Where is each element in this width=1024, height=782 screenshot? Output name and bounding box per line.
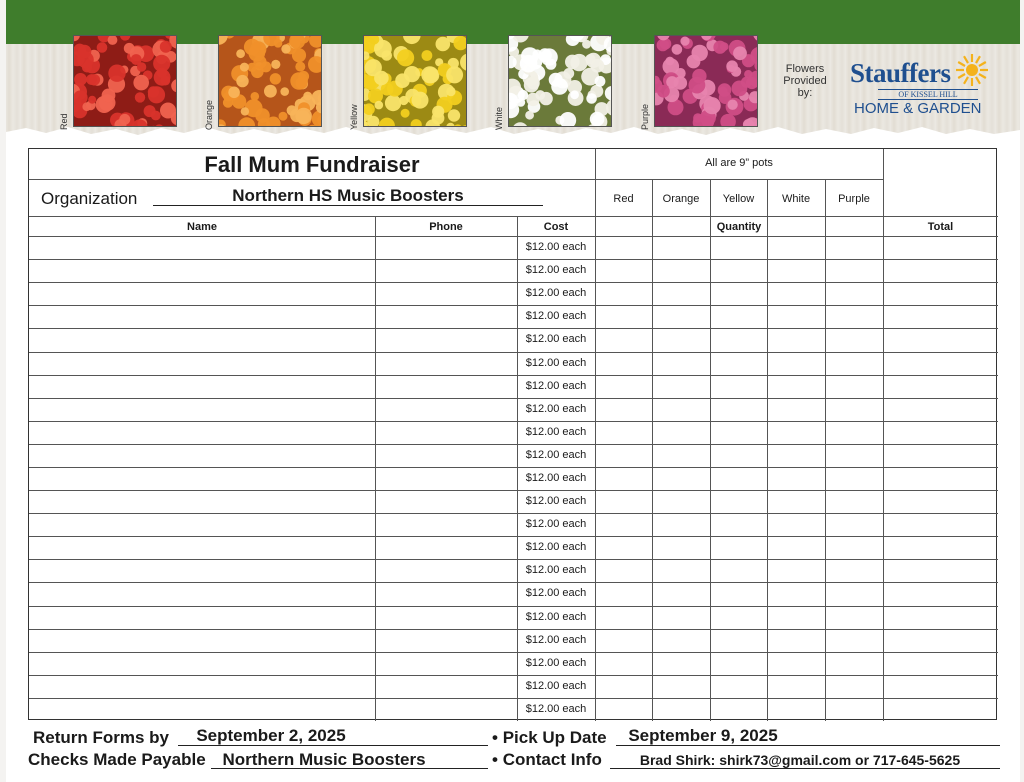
grid-vline xyxy=(710,216,711,721)
table-row-divider xyxy=(29,282,998,283)
row-cost: $12.00 each xyxy=(525,587,587,600)
row-cost: $12.00 each xyxy=(525,310,587,323)
header-cost: Cost xyxy=(543,221,569,233)
qty-head-red: Red xyxy=(613,193,634,205)
qty-head-purple: Purple xyxy=(838,193,870,205)
row-cost: $12.00 each xyxy=(525,679,587,692)
logo-tagline: HOME & GARDEN xyxy=(854,100,982,117)
table-row-divider xyxy=(29,675,998,676)
table-row-divider xyxy=(29,421,998,422)
flowers-provided-by: Flowers Provided by: xyxy=(783,63,827,99)
grid-hline xyxy=(29,216,998,217)
flower-photo-orange xyxy=(218,35,322,127)
flower-label-white: White xyxy=(494,106,504,130)
pots-note: All are 9” pots xyxy=(705,157,773,169)
grid-vline xyxy=(595,149,596,721)
table-row-divider xyxy=(29,582,998,583)
row-cost: $12.00 each xyxy=(525,518,587,531)
order-form-table xyxy=(28,148,997,720)
table-row-divider xyxy=(29,259,998,260)
return-forms-label: Return Forms by xyxy=(33,728,170,747)
row-cost: $12.00 each xyxy=(525,402,587,415)
table-row-divider xyxy=(29,606,998,607)
row-cost: $12.00 each xyxy=(525,425,587,438)
row-cost: $12.00 each xyxy=(525,564,587,577)
table-row-divider xyxy=(29,444,998,445)
row-cost: $12.00 each xyxy=(525,633,587,646)
row-cost: $12.00 each xyxy=(525,287,587,300)
grid-hline xyxy=(29,236,998,237)
row-cost: $12.00 each xyxy=(525,472,587,484)
table-row-divider xyxy=(29,559,998,560)
qty-head-yellow: Yellow xyxy=(722,193,755,205)
qty-head-white: White xyxy=(781,193,811,205)
table-row-divider xyxy=(29,352,998,353)
row-cost: $12.00 each xyxy=(525,448,587,461)
table-row-divider xyxy=(29,652,998,653)
row-cost: $12.00 each xyxy=(525,241,587,253)
grid-vline xyxy=(825,216,826,721)
table-row-divider xyxy=(29,328,998,329)
logo-name: Stauffers xyxy=(850,58,951,88)
organization-value: Northern HS Music Boosters xyxy=(232,186,464,205)
grid-vline xyxy=(767,216,768,721)
qty-head-orange: Orange xyxy=(662,193,700,205)
organization-label: Organization xyxy=(41,189,138,208)
table-row-divider xyxy=(29,513,998,514)
header-phone: Phone xyxy=(429,221,463,233)
row-cost: $12.00 each xyxy=(525,356,587,369)
logo-subtitle: OF KISSEL HILL xyxy=(878,89,978,100)
row-cost: $12.00 each xyxy=(525,702,587,715)
flower-label-yellow: Yellow xyxy=(349,104,359,130)
checks-payable-label: Checks Made Payable xyxy=(28,750,206,769)
table-row-divider xyxy=(29,375,998,376)
flower-label-orange: Orange xyxy=(204,99,214,130)
pickup-date-value: September 9, 2025 xyxy=(628,726,778,745)
flower-label-purple: Purple xyxy=(640,103,650,130)
return-forms-value: September 2, 2025 xyxy=(196,726,346,745)
grid-vline xyxy=(825,179,826,216)
grid-vline xyxy=(652,216,653,721)
table-row-divider xyxy=(29,698,998,699)
bullet: • xyxy=(492,750,498,769)
table-row-divider xyxy=(29,467,998,468)
grid-vline xyxy=(652,179,653,216)
flower-photo-purple xyxy=(654,35,758,127)
header-quantity: Quantity xyxy=(716,221,762,233)
header-total: Total xyxy=(927,221,954,233)
order-sheet xyxy=(6,0,1020,782)
table-row-divider xyxy=(29,629,998,630)
table-row-divider xyxy=(29,536,998,537)
bullet: • xyxy=(492,728,498,747)
contact-info-value: Brad Shirk: shirk73@gmail.com or 717-645-5625 xyxy=(639,752,961,768)
flower-photo-yellow xyxy=(363,35,467,127)
grid-vline xyxy=(883,149,884,721)
contact-info-underline xyxy=(610,768,1000,769)
sun-icon xyxy=(954,52,990,88)
grid-vline xyxy=(710,179,711,216)
grid-vline xyxy=(767,179,768,216)
flower-photo-white xyxy=(508,35,612,127)
grid-vline xyxy=(375,216,376,721)
row-cost: $12.00 each xyxy=(525,656,587,669)
row-cost: $12.00 each xyxy=(525,495,587,507)
row-cost: $12.00 each xyxy=(525,264,587,277)
grid-hline xyxy=(29,179,883,180)
stauffers-logo xyxy=(846,58,986,118)
header-name: Name xyxy=(187,221,217,233)
contact-info-text: Contact Info xyxy=(502,750,602,769)
flower-label-red: Red xyxy=(59,113,69,130)
contact-info-label xyxy=(492,750,602,770)
row-cost: $12.00 each xyxy=(525,379,587,392)
flower-photo-red xyxy=(73,35,177,127)
pickup-date-label xyxy=(492,728,607,748)
row-cost: $12.00 each xyxy=(525,541,587,554)
pickup-date-text: Pick Up Date xyxy=(502,728,607,747)
row-cost: $12.00 each xyxy=(525,333,587,346)
row-cost: $12.00 each xyxy=(525,610,587,623)
table-row-divider xyxy=(29,305,998,306)
form-title: Fall Mum Fundraiser xyxy=(204,152,420,177)
table-row-divider xyxy=(29,398,998,399)
checks-payable-value: Northern Music Boosters xyxy=(222,750,426,769)
table-row-divider xyxy=(29,490,998,491)
